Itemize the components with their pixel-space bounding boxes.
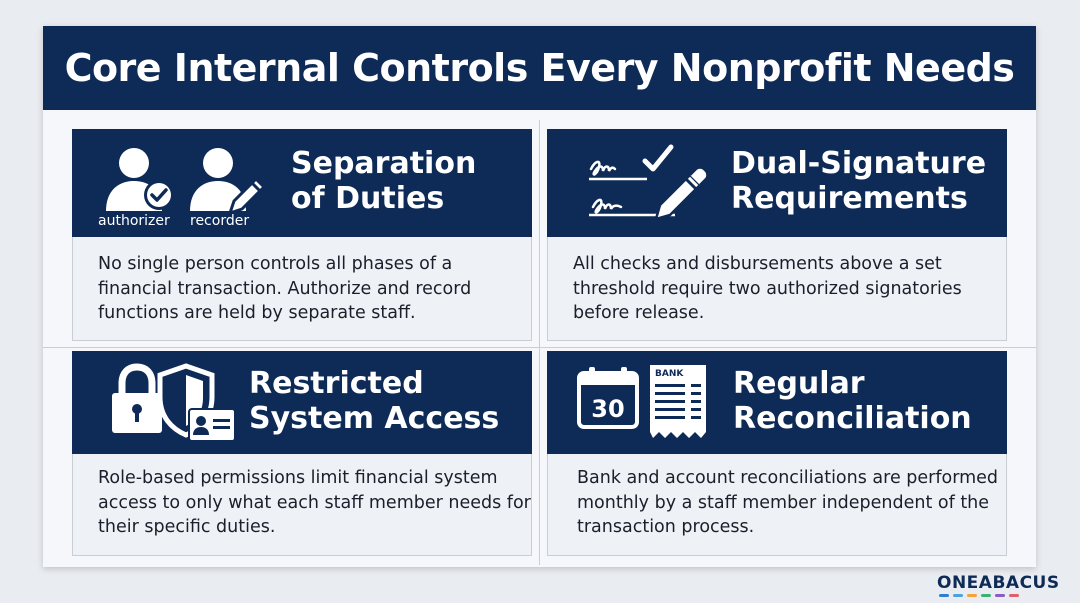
calendar-icon (575, 365, 641, 431)
logo-dot (953, 594, 963, 597)
card-description: Role-based permissions limit financial system access to only what each staff member needs for their specific duties. (98, 468, 531, 537)
card-dual-signature (547, 129, 1007, 341)
card-title (733, 366, 972, 436)
card-description: Bank and account reconciliations are performed monthly by a staff member independent of the transaction process. (577, 468, 999, 537)
card-title-line2: Reconciliation (733, 401, 972, 436)
card-title-line1: Regular (733, 366, 865, 401)
card-header (547, 129, 1007, 237)
card-header (72, 351, 532, 454)
logo-dot (939, 594, 949, 597)
user-edit-icon (188, 143, 268, 218)
card-regular-reconciliation (547, 351, 1007, 556)
card-description: No single person controls all phases of a financial transaction. Authorize and record functions are held by separate staff. (98, 254, 472, 323)
logo-dot (1009, 594, 1019, 597)
oneabacus-logo (937, 573, 1067, 597)
logo-dot (967, 594, 977, 597)
pen-icon (650, 159, 710, 229)
card-title-line1: Dual-Signature (731, 146, 987, 181)
card-title-line2: Requirements (731, 181, 968, 216)
card-title (291, 146, 476, 216)
card-title-line1: Restricted (249, 366, 424, 401)
card-header (72, 129, 532, 237)
vertical-divider (539, 120, 540, 565)
id-card-icon (187, 407, 237, 443)
logo-dot (995, 594, 1005, 597)
card-body (72, 454, 532, 556)
card-title-line2: System Access (249, 401, 500, 436)
authorizer-label: authorizer (98, 213, 170, 229)
recorder-label: recorder (190, 213, 250, 229)
card-body (547, 237, 1007, 341)
statement-label: BANK (655, 369, 684, 379)
card-title (249, 366, 499, 436)
logo-text: ONEABACUS (937, 573, 1060, 593)
page-title: Core Internal Controls Every Nonprofit Needs (64, 46, 1015, 90)
card-separation-of-duties (72, 129, 532, 341)
card-title-line1: Separation (291, 146, 477, 181)
infographic-panel (43, 26, 1036, 567)
card-body (547, 454, 1007, 556)
card-description: All checks and disbursements above a set threshold require two authorized signatories before release. (573, 254, 962, 323)
card-title-line2: of Duties (291, 181, 445, 216)
card-body (72, 237, 532, 341)
user-check-icon (104, 143, 179, 218)
logo-dot (981, 594, 991, 597)
title-bar (43, 26, 1036, 110)
card-header (547, 351, 1007, 454)
calendar-day: 30 (591, 395, 625, 423)
horizontal-divider (43, 347, 1036, 348)
card-restricted-access (72, 351, 532, 556)
card-title (731, 146, 986, 216)
logo-dots (939, 594, 1019, 597)
bank-statement-icon (647, 362, 709, 442)
